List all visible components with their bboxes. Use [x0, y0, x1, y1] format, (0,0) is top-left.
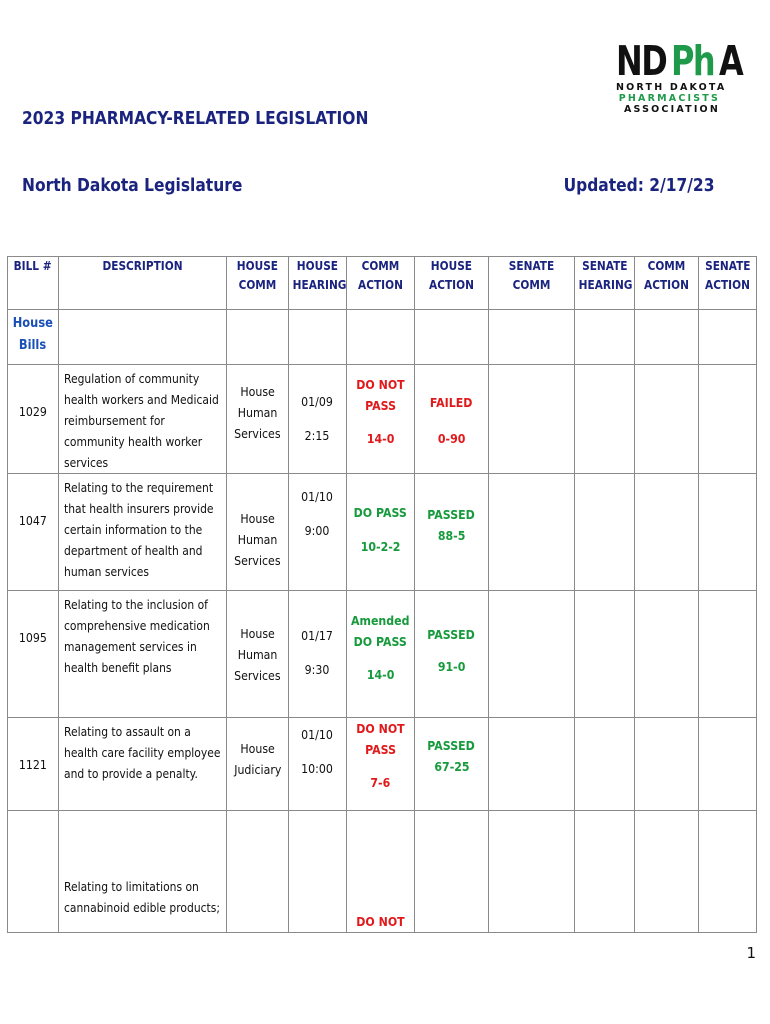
- logo-mark-a: A: [718, 37, 742, 85]
- house-action: PASSED 88-5: [415, 474, 489, 591]
- section-row-house-bills: [8, 310, 757, 365]
- updated-date: Updated: 2/17/23: [563, 175, 714, 196]
- logo-mark: [616, 37, 742, 85]
- table-row: [8, 474, 757, 591]
- house-committee: House Human Services: [227, 474, 289, 591]
- logo-line-association: ASSOCIATION: [623, 104, 720, 115]
- logo-mark-ph: Ph: [671, 37, 715, 85]
- col-comm-action: COMM ACTION: [347, 257, 415, 310]
- house-committee: House Human Services: [227, 365, 289, 474]
- house-hearing: 01/10 9:00: [289, 474, 347, 591]
- house-hearing: 01/17 9:30: [289, 591, 347, 718]
- page-number: 1: [746, 944, 756, 962]
- table-row: [8, 365, 757, 474]
- col-house-hearing: HOUSE HEARING: [289, 257, 347, 310]
- committee-action: DO NOT: [347, 811, 415, 933]
- bill-number: [8, 811, 59, 933]
- col-house-comm: HOUSE COMM: [227, 257, 289, 310]
- house-bills-link[interactable]: House Bills: [12, 316, 54, 353]
- col-bill: BILL #: [8, 257, 59, 310]
- table-row: [8, 591, 757, 718]
- legislation-table: [7, 256, 757, 933]
- logo-line-pharmacists: PHARMACISTS: [618, 93, 720, 104]
- house-hearing: 01/09 2:15: [289, 365, 347, 474]
- house-hearing: 01/10 10:00: [289, 718, 347, 811]
- table-row: [8, 718, 757, 811]
- house-action: PASSED 91-0: [415, 591, 489, 718]
- house-bills-link-cell[interactable]: [8, 310, 59, 365]
- committee-action: DO PASS 10-2-2: [347, 474, 415, 591]
- logo-line-north-dakota: NORTH DAKOTA: [616, 82, 727, 93]
- house-committee: House Human Services: [227, 591, 289, 718]
- house-action: FAILED 0-90: [415, 365, 489, 474]
- page-subtitle: North Dakota Legislature: [22, 175, 243, 196]
- bill-number: 1121: [8, 718, 59, 811]
- table-header-row: [8, 257, 757, 310]
- col-senate-comm: SENATE COMM: [489, 257, 575, 310]
- col-senate-comm-action: COMM ACTION: [635, 257, 699, 310]
- bill-number: 1095: [8, 591, 59, 718]
- bill-description: Relating to limitations on cannabinoid edible products;: [59, 811, 227, 933]
- ndpha-logo: [616, 37, 742, 122]
- bill-description: Relating to the inclusion of comprehensive medication management services in health benefit plans: [59, 591, 227, 718]
- logo-mark-nd: ND: [616, 37, 667, 85]
- table-row: [8, 811, 757, 933]
- col-description: DESCRIPTION: [59, 257, 227, 310]
- bill-description: Regulation of community health workers and Medicaid reimbursement for community health worker services: [59, 365, 227, 474]
- house-committee: House Judiciary: [227, 718, 289, 811]
- bill-number: 1029: [8, 365, 59, 474]
- col-house-action: HOUSE ACTION: [415, 257, 489, 310]
- committee-action: Amended DO PASS 14-0: [347, 591, 415, 718]
- bill-number: 1047: [8, 474, 59, 591]
- house-action: PASSED 67-25: [415, 718, 489, 811]
- committee-action: DO NOT PASS 14-0: [347, 365, 415, 474]
- committee-action: DO NOT PASS 7-6: [347, 718, 415, 811]
- bill-description: Relating to the requirement that health insurers provide certain information to the department of health and human services: [59, 474, 227, 591]
- col-senate-action: SENATE ACTION: [699, 257, 757, 310]
- col-senate-hearing: SENATE HEARING: [575, 257, 635, 310]
- page-title: 2023 PHARMACY-RELATED LEGISLATION: [22, 108, 369, 129]
- bill-description: Relating to assault on a health care facility employee and to provide a penalty.: [59, 718, 227, 811]
